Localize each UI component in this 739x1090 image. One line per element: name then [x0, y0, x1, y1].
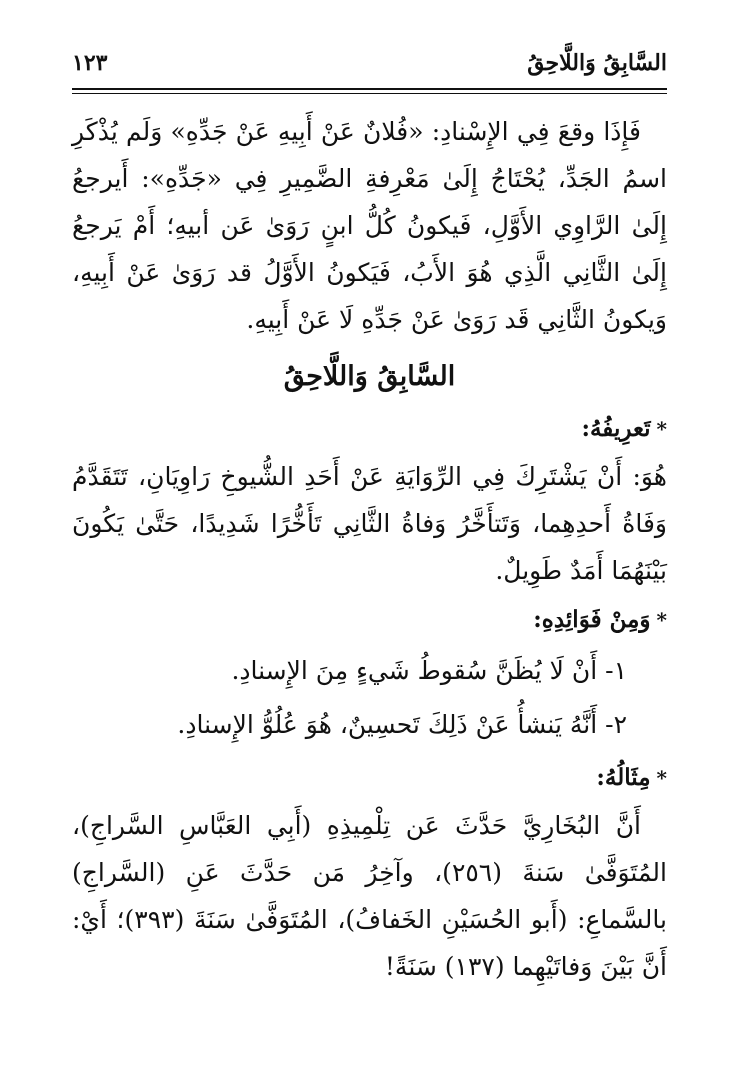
benefits-heading-text: وَمِنْ فَوَائِدِهِ:	[533, 606, 651, 633]
intro-paragraph: فَإِذَا وقعَ فِي الإِسْنادِ: «فُلانٌ عَنْ أَبِيهِ عَنْ جَدِّهِ» وَلَم يُذْكَرِ اسمُ الجَدِّ، يُحْتَاجُ إِلَىٰ مَعْرِفةِ الضَّمِيرِ فِي «جَدِّهِ»: أَيرجعُ إِلَىٰ الرَّاوِي الأَوَّلِ، فَيكونُ كُلُّ ابنٍ رَوَىٰ عَن أبيهِ؛ أَمْ يَرجعُ إِلَىٰ الثَّانِي الَّذِي هُوَ الأَبُ، فَيَكونُ الأَوَّلُ قد رَوَىٰ عَنْ أَبِيهِ، وَيكونُ الثَّانِي قَد رَوَىٰ عَنْ جَدِّهِ لَا عَنْ أَبِيهِ.	[72, 117, 667, 334]
definition-heading-text: تَعرِيفُهُ:	[581, 415, 651, 442]
benefit-item-1: ١- أَنْ لَا يُظَنَّ سُقوطُ شَيءٍ مِنَ الإِسنادِ.	[231, 656, 627, 685]
example-heading-text: مِثَالُهُ:	[596, 764, 651, 791]
page-header	[72, 48, 667, 78]
definition-heading	[72, 407, 667, 451]
running-title: السَّابِقُ وَاللَّاحِقُ	[527, 50, 667, 76]
star-bullet: *	[656, 766, 667, 790]
benefits-heading	[72, 598, 667, 642]
example-text: أَنَّ البُخَارِيَّ حَدَّثَ عَن تِلْمِيذِهِ (أَبِي العَبَّاسِ السَّراجِ)، المُتَوَفَّىٰ سَنةَ (٢٥٦)، وآخِرُ مَن حَدَّثَ عَنِ (السَّراجِ) بالسَّماعِ: (أَبو الحُسَيْنِ الخَفافُ)، المُتَوَفَّىٰ سَنَةَ (٣٩٣)؛ أَيْ: أَنَّ بَيْنَ وَفاتَيْهِما (١٣٧) سَنَةً!	[72, 811, 667, 981]
star-bullet: *	[656, 417, 667, 441]
star-bullet: *	[656, 608, 667, 632]
example-heading	[72, 756, 667, 800]
section-title: السَّابِقُ وَاللَّاحِقُ	[283, 361, 456, 392]
page-number: ١٢٣	[72, 50, 108, 76]
header-rule	[72, 88, 667, 90]
page-body	[72, 108, 667, 990]
definition-text: هُوَ: أَنْ يَشْتَرِكَ فِي الرِّوَايَةِ عَنْ أَحَدِ الشُّيوخِ رَاوِيَانِ، تَتَقَدَّمُ وَفَاةُ أَحدِهِما، وَتَتأَخَّرُ وَفاةُ الثَّانِي تَأَخُّرًا شَدِيدًا، حَتَّىٰ يَكُونَ بَيْنَهُمَا أَمَدٌ طَوِيلٌ.	[72, 462, 667, 585]
header-rule-thin	[72, 93, 667, 94]
benefit-item-2: ٢- أَنَّهُ يَنشأُ عَنْ ذَلِكَ تَحسِينٌ، هُوَ عُلُوُّ الإِسنادِ.	[177, 710, 627, 739]
